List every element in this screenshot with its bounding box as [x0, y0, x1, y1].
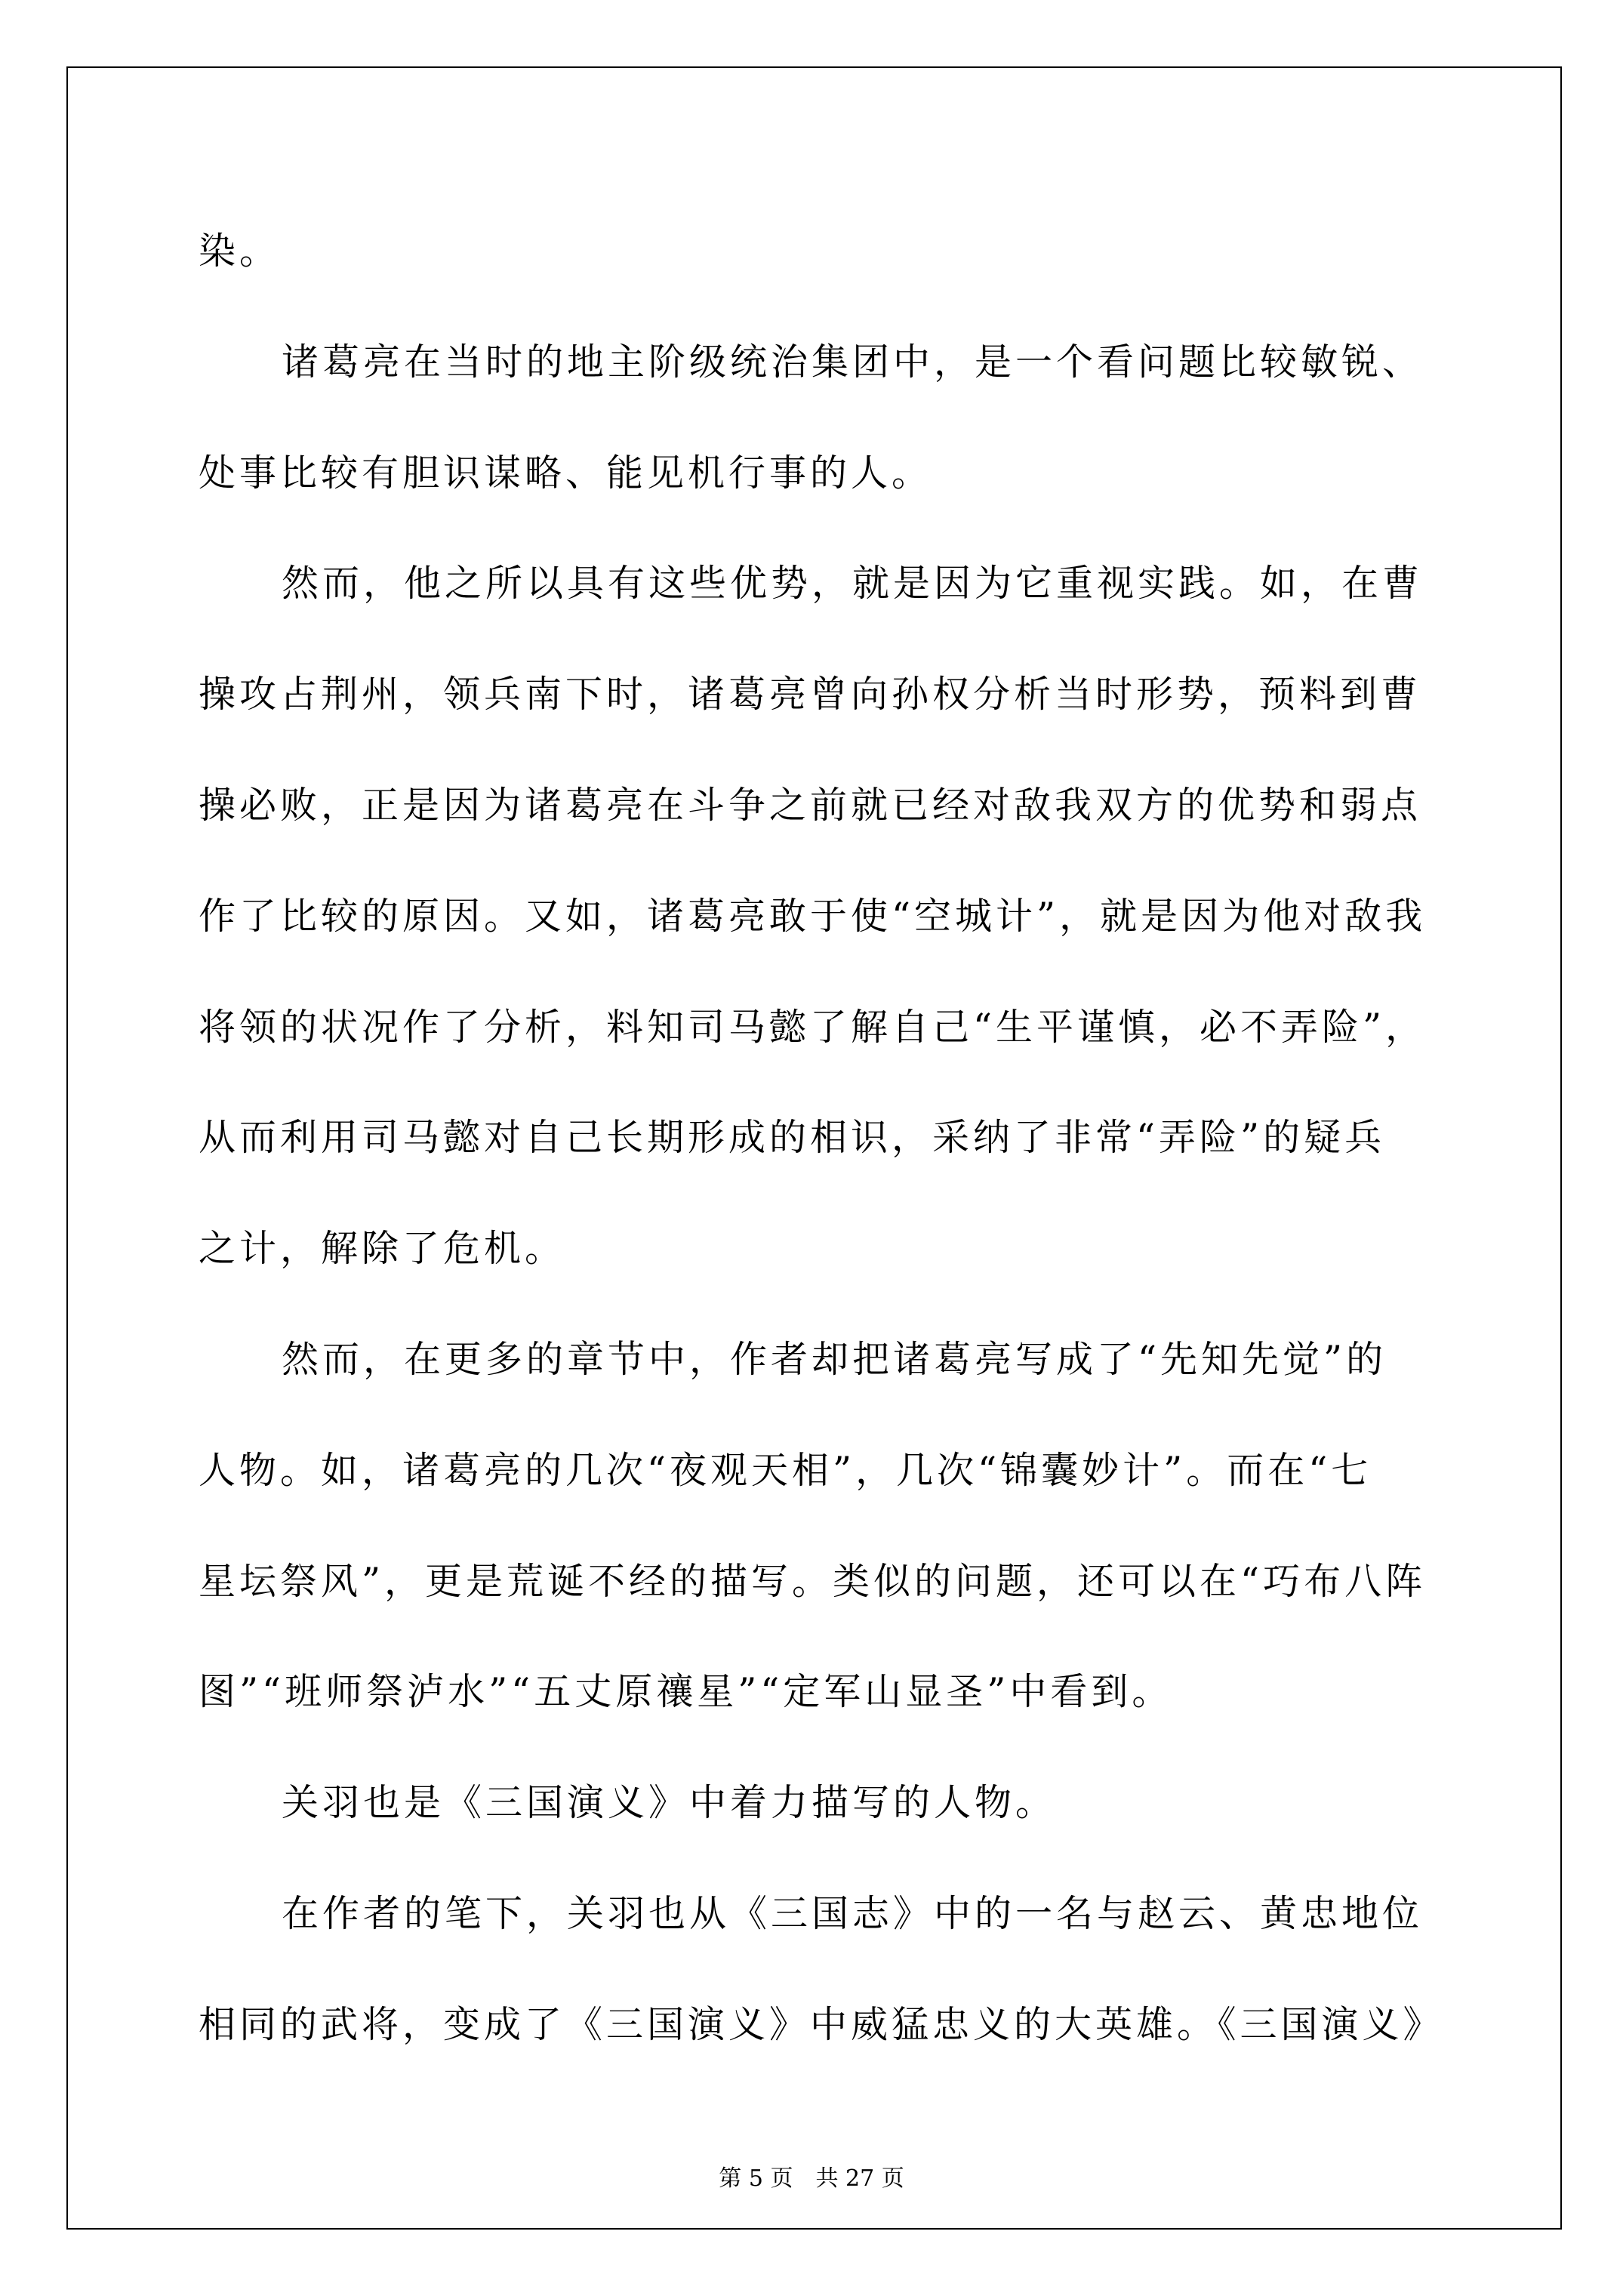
text-line-12: 人物。如，诸葛亮的几次“夜观天相”，几次“锦囊妙计”。而在“七 [199, 1448, 1372, 1492]
text-line-6: 操必败，正是因为诸葛亮在斗争之前就已经对敌我双方的优势和弱点 [199, 783, 1422, 827]
text-line-5: 操攻占荆州，领兵南下时，诸葛亮曾向孙权分析当时形势，预料到曹 [199, 673, 1422, 717]
text-line-13: 星坛祭风”，更是荒诞不经的描写。类似的问题，还可以在“巧布八阵 [199, 1559, 1427, 1603]
text-line-16: 在作者的笔下，关羽也从《三国志》中的一名与赵云、黄忠地位 [282, 1891, 1424, 1935]
text-line-3: 处事比较有胆识谋略、能见机行事的人。 [199, 451, 933, 495]
text-line-7: 作了比较的原因。又如，诸葛亮敢于使“空城计”，就是因为他对敌我 [199, 894, 1427, 938]
text-line-10: 之计，解除了危机。 [199, 1227, 566, 1271]
text-line-2: 诸葛亮在当时的地主阶级统治集团中，是一个看问题比较敏锐、 [282, 340, 1424, 384]
text-line-1: 染。 [199, 230, 281, 273]
text-line-15: 关羽也是《三国演义》中着力描写的人物。 [282, 1781, 1057, 1825]
document-body [199, 196, 1467, 2081]
text-line-17: 相同的武将，变成了《三国演义》中威猛忠义的大英雄。《三国演义》 [199, 2002, 1444, 2046]
text-line-4: 然而，他之所以具有这些优势，就是因为它重视实践。如，在曹 [282, 562, 1424, 606]
text-line-14: 图”“班师祭泸水”“五丈原禳星”“定军山显圣”中看到。 [199, 1670, 1173, 1714]
text-line-9: 从而利用司马懿对自己长期形成的相识，采纳了非常“弄险”的疑兵 [199, 1116, 1386, 1160]
text-line-11: 然而，在更多的章节中，作者却把诸葛亮写成了“先知先觉”的 [282, 1337, 1387, 1381]
page-number-footer: 第 5 页 共 27 页 [719, 2165, 904, 2192]
text-line-8: 将领的状况作了分析，料知司马懿了解自己“生平谨慎，必不弄险”， [199, 1005, 1427, 1049]
